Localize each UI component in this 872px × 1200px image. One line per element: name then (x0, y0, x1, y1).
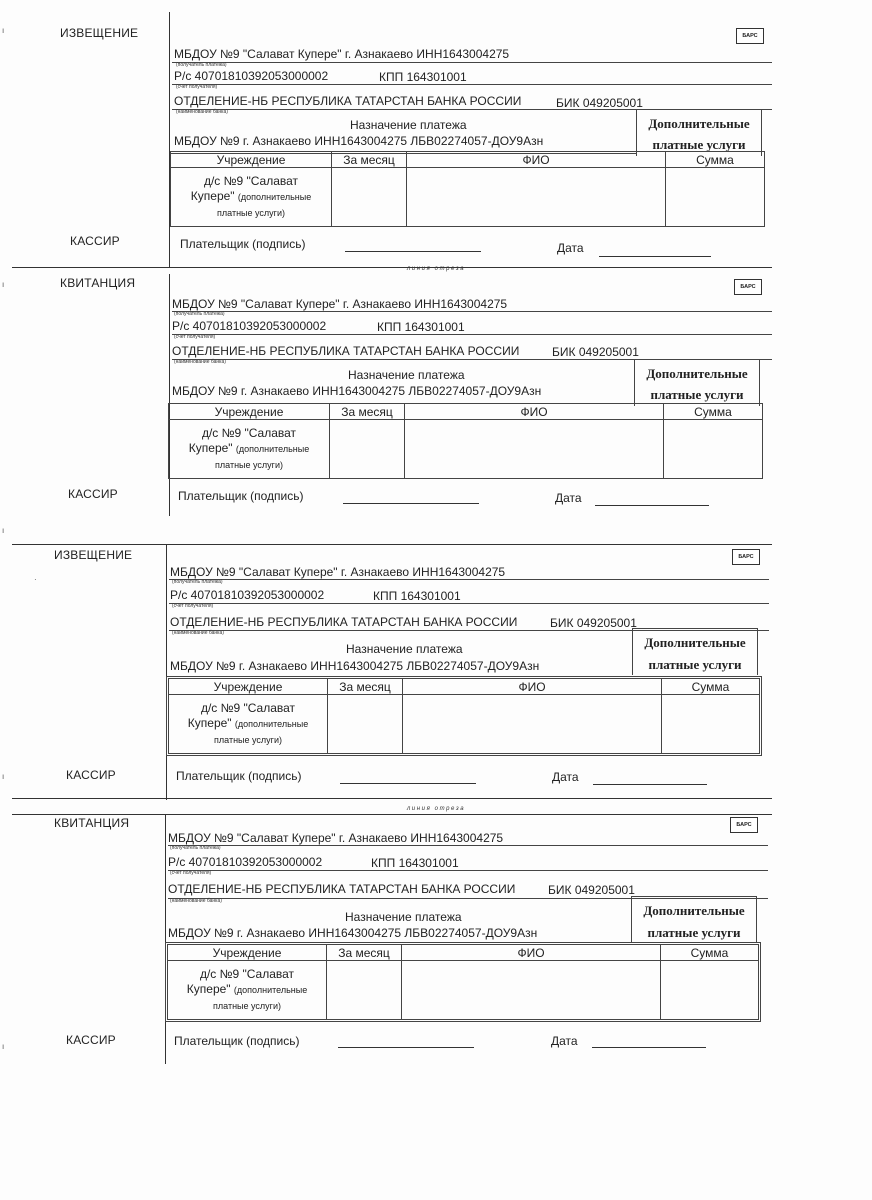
payment-table: Учреждение За месяц ФИО Сумма д/с №9 "Салават Купере" (дополнительные платные услуги) (168, 403, 763, 479)
bars-mark: БАРС (730, 817, 758, 833)
payer-signature-label: Плательщик (подпись) (180, 237, 306, 251)
institution-cell: д/с №9 "Салават Купере" (дополнительные платные услуги) (169, 420, 330, 479)
payment-slip-3: ИЗВЕЩЕНИЕ КАССИР БАРС МБДОУ №9 "Салават Купере" г. Азнакаево ИНН1643004275 (получатель платежа) Р/с 40701810392053000002 КПП 164301001 (счет получателя) ОТДЕЛЕНИЕ-НБ РЕСПУБЛИКА ТАТАРСТАН БАНКА РОССИИ БИК 049205001 (наименование банка) Назначение платежа МБДОУ №9 г. Азнакаево ИНН1643004275 ЛБВ02274057-ДОУ9Азн Дополнительные платные услуги Учреждение За месяц ФИО Сумма д/с №9 "Салават Купере" (дополнительные платные услуги) Плательщик (подпись) Дата (12, 544, 772, 800)
purpose-title: Назначение платежа (346, 642, 463, 656)
month-cell (328, 695, 403, 754)
payment-table: Учреждение За месяц ФИО Сумма д/с №9 "Салават Купере" (дополнительные платные услуги) (170, 151, 765, 227)
kpp-text: КПП 164301001 (379, 70, 467, 84)
payment-slip-2: КВИТАНЦИЯ КАССИР БАРС МБДОУ №9 "Салават Купере" г. Азнакаево ИНН1643004275 (получатель платежа) Р/с 40701810392053000002 КПП 164301001 (счет получателя) ОТДЕЛЕНИЕ-НБ РЕСПУБЛИКА ТАТАРСТАН БАНКА РОССИИ БИК 049205001 (наименование банка) Назначение платежа МБДОУ №9 г. Азнакаево ИНН1643004275 ЛБВ02274057-ДОУ9Азн Дополнительные платные услуги Учреждение За месяц ФИО Сумма д/с №9 "Салават Купере" (дополнительные платные услуги) Плательщик (подпись) Дата (12, 274, 772, 516)
payer-signature-label: Плательщик (подпись) (176, 769, 302, 783)
sum-cell (664, 420, 763, 479)
payer-signature-label: Плательщик (подпись) (174, 1034, 300, 1048)
purpose-title: Назначение платежа (348, 368, 465, 382)
institution-cell: д/с №9 "Салават Купере" (дополнительные платные услуги) (169, 695, 328, 754)
scan-mark: ı (2, 1042, 5, 1051)
cashier-label: КАССИР (66, 1033, 116, 1047)
cut-line: линия отреза (406, 266, 466, 272)
date-label: Дата (557, 241, 584, 255)
bank-text: ОТДЕЛЕНИЕ-НБ РЕСПУБЛИКА ТАТАРСТАН БАНКА РОССИИ (168, 882, 516, 896)
recipient-text: МБДОУ №9 "Салават Купере" г. Азнакаево ИНН1643004275 (174, 47, 510, 61)
bank-text: ОТДЕЛЕНИЕ-НБ РЕСПУБЛИКА ТАТАРСТАН БАНКА РОССИИ (174, 94, 522, 108)
name-cell (402, 961, 661, 1020)
kpp-text: КПП 164301001 (373, 589, 461, 603)
extra-services-box: Дополнительные платные услуги (631, 896, 757, 943)
account-text: Р/с 40701810392053000002 (170, 588, 325, 602)
month-cell (330, 420, 405, 479)
sum-cell (666, 168, 765, 227)
bik-text: БИК 049205001 (552, 345, 639, 359)
account-text: Р/с 40701810392053000002 (172, 319, 327, 333)
extra-services-box: Дополнительные платные услуги (634, 359, 760, 406)
bars-mark: БАРС (736, 28, 764, 44)
payment-table: Учреждение За месяц ФИО Сумма д/с №9 "Салават Купере" (дополнительные платные услуги) (167, 944, 759, 1020)
purpose-title: Назначение платежа (350, 118, 467, 132)
bars-mark: БАРС (732, 549, 760, 565)
purpose-text: МБДОУ №9 г. Азнакаево ИНН1643004275 ЛБВ02274057-ДОУ9Азн (170, 659, 540, 673)
scan-mark: ı (2, 280, 5, 289)
date-label: Дата (551, 1034, 578, 1048)
name-cell (405, 420, 664, 479)
name-cell (407, 168, 666, 227)
date-label: Дата (552, 770, 579, 784)
notice-title: ИЗВЕЩЕНИЕ (54, 548, 133, 562)
bars-mark: БАРС (734, 279, 762, 295)
name-cell (403, 695, 662, 754)
purpose-text: МБДОУ №9 г. Азнакаево ИНН1643004275 ЛБВ02274057-ДОУ9Азн (172, 384, 542, 398)
extra-services-box: Дополнительные платные услуги (636, 109, 762, 156)
payment-slip-4: КВИТАНЦИЯ КАССИР БАРС МБДОУ №9 "Салават Купере" г. Азнакаево ИНН1643004275 (получатель платежа) Р/с 40701810392053000002 КПП 164301001 (счет получателя) ОТДЕЛЕНИЕ-НБ РЕСПУБЛИКА ТАТАРСТАН БАНКА РОССИИ БИК 049205001 (наименование банка) Назначение платежа МБДОУ №9 г. Азнакаево ИНН1643004275 ЛБВ02274057-ДОУ9Азн Дополнительные платные услуги Учреждение За месяц ФИО Сумма д/с №9 "Салават Купере" (дополнительные платные услуги) Плательщик (подпись) Дата (12, 814, 772, 1064)
recipient-text: МБДОУ №9 "Салават Купере" г. Азнакаево ИНН1643004275 (172, 297, 508, 311)
recipient-text: МБДОУ №9 "Салават Купере" г. Азнакаево ИНН1643004275 (168, 831, 504, 845)
account-caption: (счет получателя) (176, 84, 218, 90)
purpose-title: Назначение платежа (345, 910, 462, 924)
cashier-label: КАССИР (68, 487, 118, 501)
receipt-title: КВИТАНЦИЯ (60, 276, 136, 290)
scan-mark: ı (2, 526, 5, 535)
bik-text: БИК 049205001 (550, 616, 637, 630)
scan-mark: · (34, 575, 37, 584)
bik-text: БИК 049205001 (556, 96, 643, 110)
purpose-text: МБДОУ №9 г. Азнакаево ИНН1643004275 ЛБВ02274057-ДОУ9Азн (168, 926, 538, 940)
scan-mark: ı (2, 772, 5, 781)
payer-signature-label: Плательщик (подпись) (178, 489, 304, 503)
kpp-text: КПП 164301001 (371, 856, 459, 870)
date-label: Дата (555, 491, 582, 505)
account-text: Р/с 40701810392053000002 (168, 855, 323, 869)
month-cell (332, 168, 407, 227)
account-text: Р/с 40701810392053000002 (174, 69, 329, 83)
purpose-text: МБДОУ №9 г. Азнакаево ИНН1643004275 ЛБВ02274057-ДОУ9Азн (174, 134, 544, 148)
cut-line: линия отреза (406, 806, 466, 812)
bank-text: ОТДЕЛЕНИЕ-НБ РЕСПУБЛИКА ТАТАРСТАН БАНКА РОССИИ (172, 344, 520, 358)
sum-cell (661, 961, 759, 1020)
sum-cell (662, 695, 760, 754)
bik-text: БИК 049205001 (548, 883, 635, 897)
bank-caption: (наименование банка) (176, 109, 228, 115)
receipt-title: КВИТАНЦИЯ (54, 816, 130, 830)
institution-cell: д/с №9 "Салават Купере" (дополнительные платные услуги) (168, 961, 327, 1020)
payment-table: Учреждение За месяц ФИО Сумма д/с №9 "Салават Купере" (дополнительные платные услуги) (168, 678, 760, 754)
scan-mark: ı (2, 26, 5, 35)
month-cell (327, 961, 402, 1020)
recipient-text: МБДОУ №9 "Салават Купере" г. Азнакаево ИНН1643004275 (170, 565, 506, 579)
kpp-text: КПП 164301001 (377, 320, 465, 334)
payment-slip-1 (12, 12, 772, 268)
extra-services-box: Дополнительные платные услуги (632, 628, 758, 675)
recipient-caption: (получатель платежа) (176, 62, 227, 68)
cashier-label: КАССИР (66, 768, 116, 782)
institution-cell: д/с №9 "Салават Купере" (дополнительные платные услуги) (171, 168, 332, 227)
bank-text: ОТДЕЛЕНИЕ-НБ РЕСПУБЛИКА ТАТАРСТАН БАНКА РОССИИ (170, 615, 518, 629)
cashier-label: КАССИР (70, 234, 120, 248)
notice-title: ИЗВЕЩЕНИЕ (60, 26, 139, 40)
